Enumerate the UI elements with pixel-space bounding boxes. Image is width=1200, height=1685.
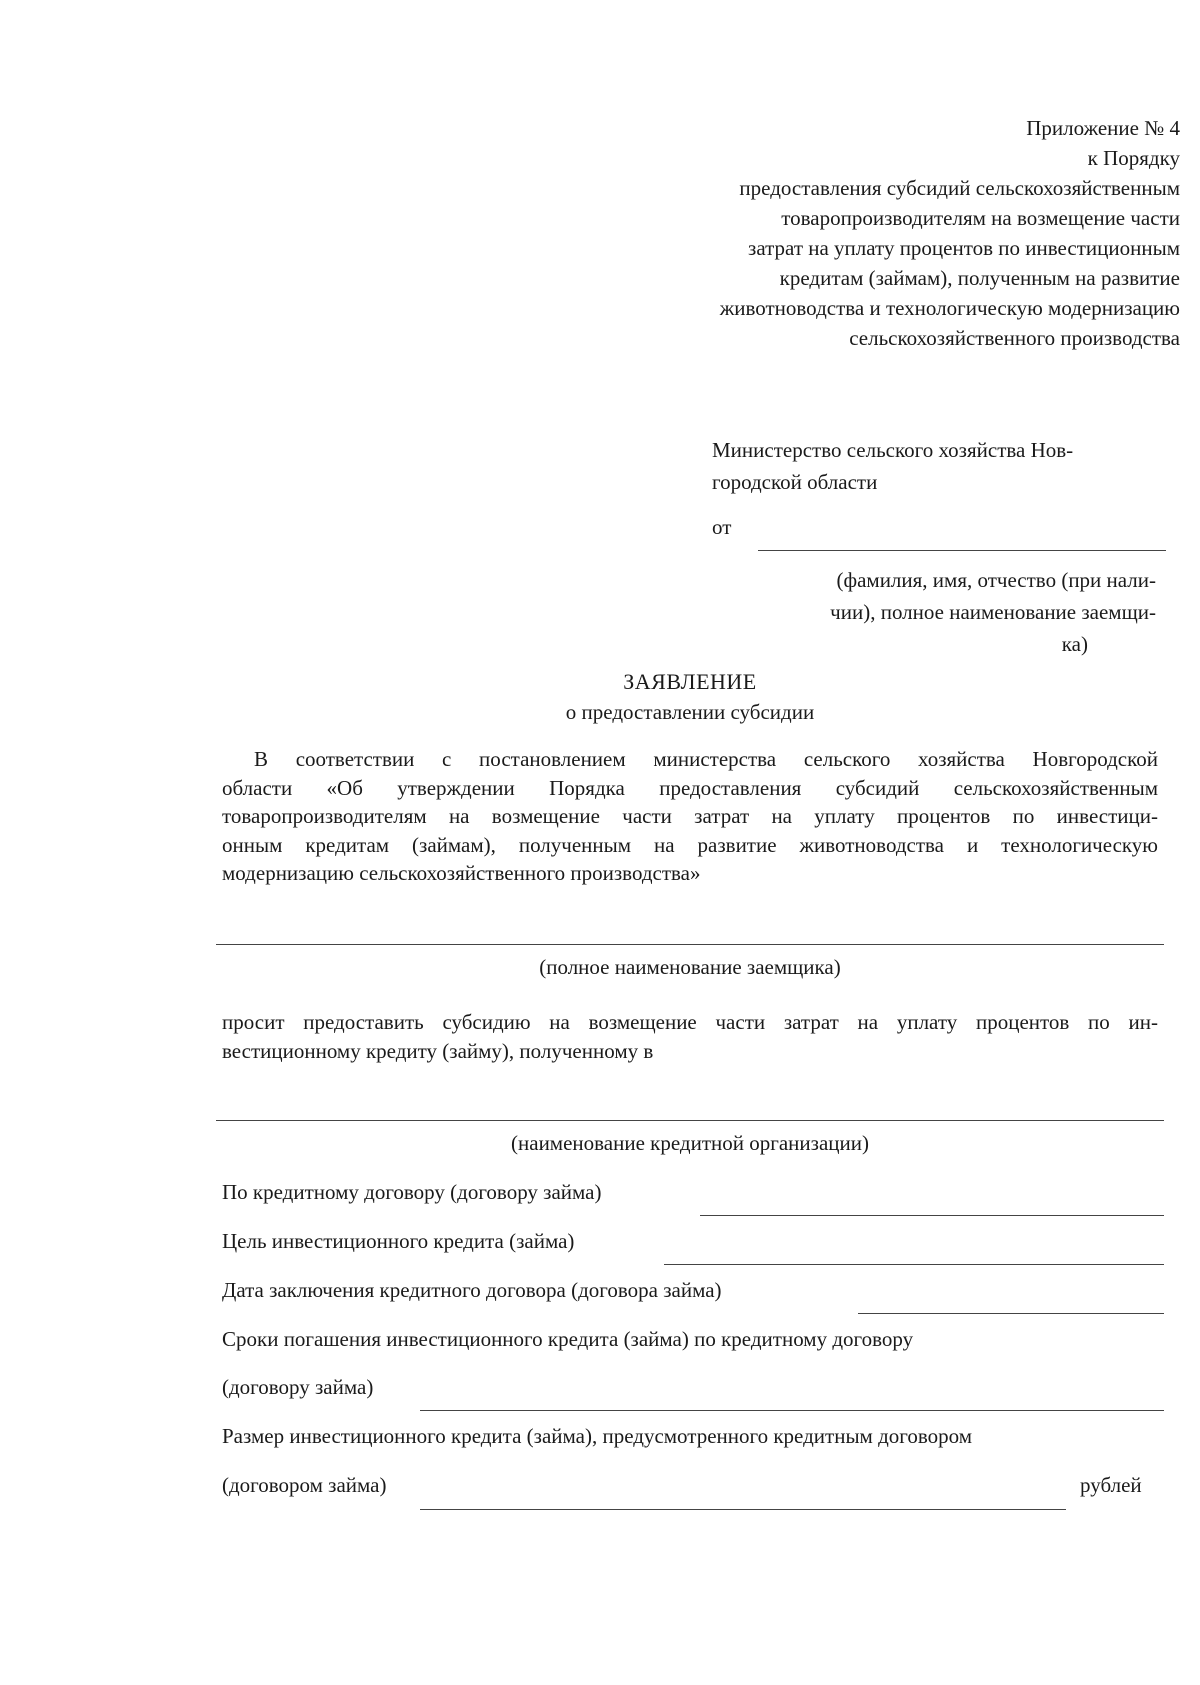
document-title: ЗАЯВЛЕНИЕ (623, 669, 757, 694)
date-fill-line[interactable] (858, 1313, 1164, 1314)
intro-line: модернизацию сельскохозяйственного производства» (222, 861, 701, 885)
recipient-block (712, 434, 1152, 498)
from-hint-line: ка) (1061, 632, 1088, 656)
borrower-hint: (полное наименование заемщика) (539, 955, 841, 979)
from-hint-line: чии), полное наименование заемщи- (830, 600, 1156, 624)
request-line: просит предоставить субсидию на возмещение части затрат на уплату процентов по ин- (222, 1010, 1158, 1034)
from-hint (736, 564, 1156, 660)
from-label: от (712, 515, 732, 539)
from-hint-line: (фамилия, имя, отчество (при нали- (836, 568, 1156, 592)
amount-label-line2: (договором займа) (222, 1473, 387, 1497)
appendix-line: кредитам (займам), полученным на развитие (779, 266, 1180, 290)
appendix-line: Приложение № 4 (1026, 116, 1180, 140)
appendix-header (580, 113, 1180, 353)
agreement-label: По кредитному договору (договору займа) (222, 1180, 602, 1204)
request-paragraph (222, 1008, 1158, 1065)
terms-fill-line[interactable] (420, 1410, 1164, 1411)
bank-name-fill-line[interactable] (216, 1120, 1164, 1121)
intro-line: онным кредитам (займам), полученным на развитие животноводства и технологическую (222, 832, 1158, 857)
amount-label-line1: Размер инвестиционного кредита (займа), предусмотренного кредитным договором (222, 1424, 973, 1448)
from-fill-line[interactable] (758, 550, 1166, 551)
appendix-line: сельскохозяйственного производства (849, 326, 1180, 350)
intro-line: области «Об утверждении Порядка предоставления субсидий сельскохозяйственным (222, 775, 1158, 800)
request-line: вестиционному кредиту (займу), полученному в (222, 1038, 654, 1063)
appendix-line: животноводства и технологическую модернизацию (719, 296, 1180, 320)
appendix-line: затрат на уплату процентов по инвестиционным (748, 236, 1180, 260)
terms-label-line1: Сроки погашения инвестиционного кредита (займа) по кредитному договору (222, 1327, 914, 1351)
purpose-label: Цель инвестиционного кредита (займа) (222, 1229, 575, 1253)
terms-label-line2: (договору займа) (222, 1375, 374, 1399)
recipient-line: Министерство сельского хозяйства Нов- (712, 438, 1074, 462)
amount-fill-line[interactable] (420, 1509, 1066, 1510)
recipient-line: городской области (712, 470, 878, 494)
intro-paragraph (222, 745, 1158, 888)
document-subtitle: о предоставлении субсидии (565, 700, 815, 724)
appendix-line: товаропроизводителям на возмещение части (781, 206, 1180, 230)
bank-hint: (наименование кредитной организации) (511, 1131, 869, 1155)
borrower-name-fill-line[interactable] (216, 944, 1164, 945)
appendix-line: предоставления субсидий сельскохозяйственным (739, 176, 1180, 200)
purpose-fill-line[interactable] (664, 1264, 1164, 1265)
agreement-fill-line[interactable] (700, 1215, 1164, 1216)
currency-label: рублей (1080, 1473, 1142, 1497)
appendix-line: к Порядку (1087, 146, 1180, 170)
intro-line: товаропроизводителям на возмещение части затрат на уплату процентов по инвестици- (222, 804, 1158, 828)
date-label: Дата заключения кредитного договора (договора займа) (222, 1278, 722, 1302)
intro-line: В соответствии с постановлением министерства сельского хозяйства Новгородской (254, 747, 1158, 771)
